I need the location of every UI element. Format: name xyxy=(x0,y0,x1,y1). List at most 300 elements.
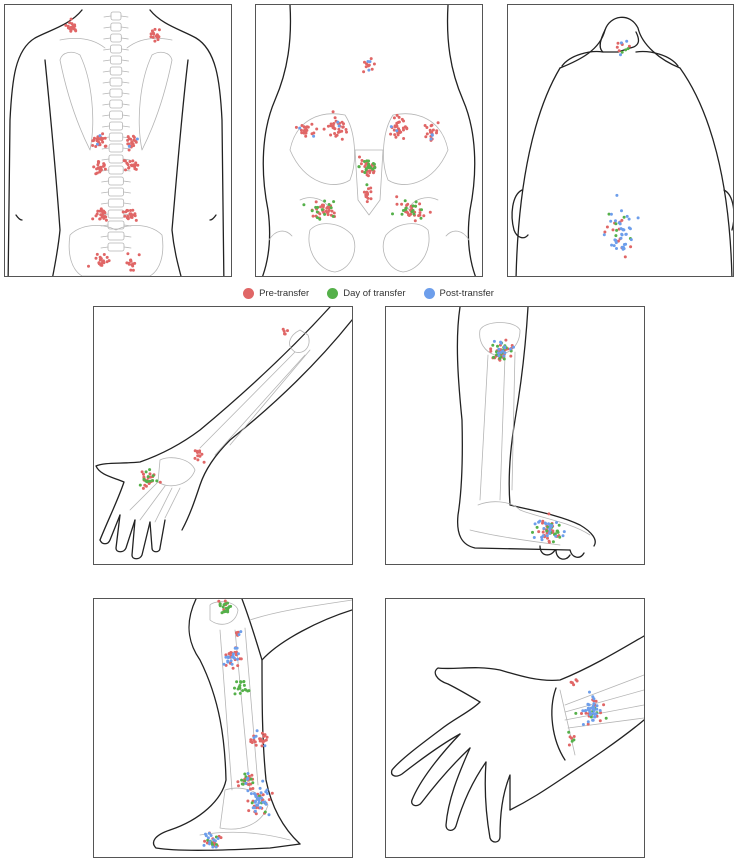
point-post-transfer xyxy=(217,837,220,840)
point-post-transfer xyxy=(493,340,496,343)
point-post-transfer xyxy=(208,840,211,843)
point-post-transfer xyxy=(562,534,565,537)
point-day-of-transfer xyxy=(545,529,548,532)
point-pre-transfer xyxy=(96,253,99,256)
point-pre-transfer xyxy=(99,256,102,259)
point-day-of-transfer xyxy=(251,801,254,804)
panel-lower-back-points xyxy=(295,57,440,222)
point-post-transfer xyxy=(592,697,595,700)
point-day-of-transfer xyxy=(238,686,241,689)
point-pre-transfer xyxy=(67,25,70,28)
point-day-of-transfer xyxy=(316,211,319,214)
point-pre-transfer xyxy=(617,42,620,45)
point-pre-transfer xyxy=(96,163,99,166)
point-pre-transfer xyxy=(612,228,615,231)
point-post-transfer xyxy=(503,345,506,348)
point-day-of-transfer xyxy=(414,205,417,208)
point-pre-transfer xyxy=(432,129,435,132)
point-post-transfer xyxy=(589,713,592,716)
point-pre-transfer xyxy=(126,209,129,212)
point-post-transfer xyxy=(208,832,211,835)
point-day-of-transfer xyxy=(552,540,555,543)
point-day-of-transfer xyxy=(240,779,243,782)
point-pre-transfer xyxy=(366,200,369,203)
point-post-transfer xyxy=(252,806,255,809)
point-pre-transfer xyxy=(104,168,107,171)
panel-head-top-points xyxy=(603,40,640,259)
point-pre-transfer xyxy=(145,485,148,488)
point-post-transfer xyxy=(512,346,515,349)
point-pre-transfer xyxy=(341,126,344,129)
point-post-transfer xyxy=(637,216,640,219)
point-day-of-transfer xyxy=(155,479,158,482)
point-pre-transfer xyxy=(389,133,392,136)
point-post-transfer xyxy=(247,772,250,775)
point-pre-transfer xyxy=(101,132,104,135)
point-post-transfer xyxy=(500,342,503,345)
point-pre-transfer xyxy=(255,744,258,747)
point-pre-transfer xyxy=(123,215,126,218)
point-post-transfer xyxy=(614,219,617,222)
point-pre-transfer xyxy=(368,64,371,67)
point-day-of-transfer xyxy=(357,165,360,168)
wrist-hand-figure xyxy=(392,636,644,842)
point-post-transfer xyxy=(554,535,557,538)
point-pre-transfer xyxy=(373,63,376,66)
point-pre-transfer xyxy=(194,457,197,460)
point-post-transfer xyxy=(620,41,623,44)
point-pre-transfer xyxy=(327,125,330,128)
point-pre-transfer xyxy=(570,681,573,684)
point-post-transfer xyxy=(555,521,558,524)
point-pre-transfer xyxy=(333,212,336,215)
point-pre-transfer xyxy=(395,195,398,198)
point-pre-transfer xyxy=(141,470,144,473)
point-pre-transfer xyxy=(129,138,132,141)
point-pre-transfer xyxy=(100,264,103,267)
point-day-of-transfer xyxy=(151,479,154,482)
point-pre-transfer xyxy=(599,719,602,722)
point-pre-transfer xyxy=(337,128,340,131)
point-pre-transfer xyxy=(396,203,399,206)
point-pre-transfer xyxy=(98,262,101,265)
point-post-transfer xyxy=(390,125,393,128)
point-day-of-transfer xyxy=(405,207,408,210)
point-day-of-transfer xyxy=(558,524,561,527)
point-post-transfer xyxy=(593,709,596,712)
point-pre-transfer xyxy=(129,269,132,272)
point-pre-transfer xyxy=(606,226,609,229)
point-day-of-transfer xyxy=(332,200,335,203)
point-post-transfer xyxy=(620,237,623,240)
point-pre-transfer xyxy=(95,257,98,260)
point-post-transfer xyxy=(211,846,214,849)
point-pre-transfer xyxy=(92,165,95,168)
point-post-transfer xyxy=(253,792,256,795)
point-post-transfer xyxy=(548,527,551,530)
point-pre-transfer xyxy=(99,213,102,216)
point-post-transfer xyxy=(260,791,263,794)
point-pre-transfer xyxy=(70,22,73,25)
legend-item-pre-transfer xyxy=(243,288,309,299)
point-pre-transfer xyxy=(93,137,96,140)
point-pre-transfer xyxy=(284,333,287,336)
point-day-of-transfer xyxy=(367,160,370,163)
point-pre-transfer xyxy=(315,200,318,203)
point-day-of-transfer xyxy=(139,484,142,487)
point-post-transfer xyxy=(603,233,606,236)
point-post-transfer xyxy=(336,121,339,124)
point-pre-transfer xyxy=(251,741,254,744)
point-day-of-transfer xyxy=(224,602,227,605)
point-pre-transfer xyxy=(575,678,578,681)
point-day-of-transfer xyxy=(147,475,150,478)
point-pre-transfer xyxy=(426,132,429,135)
point-post-transfer xyxy=(613,238,616,241)
pelvis-figure xyxy=(262,5,476,278)
point-day-of-transfer xyxy=(420,217,423,220)
point-post-transfer xyxy=(610,213,613,216)
point-post-transfer xyxy=(581,709,584,712)
point-pre-transfer xyxy=(91,144,94,147)
point-pre-transfer xyxy=(304,135,307,138)
point-day-of-transfer xyxy=(391,212,394,215)
point-pre-transfer xyxy=(132,135,135,138)
point-pre-transfer xyxy=(200,453,203,456)
point-pre-transfer xyxy=(435,131,438,134)
point-day-of-transfer xyxy=(323,213,326,216)
point-post-transfer xyxy=(232,655,235,658)
point-day-of-transfer xyxy=(365,168,368,171)
point-day-of-transfer xyxy=(235,680,238,683)
point-day-of-transfer xyxy=(404,199,407,202)
point-pre-transfer xyxy=(402,120,405,123)
point-pre-transfer xyxy=(126,139,129,142)
point-day-of-transfer xyxy=(241,689,244,692)
point-post-transfer xyxy=(261,780,264,783)
point-pre-transfer xyxy=(249,788,252,791)
point-post-transfer xyxy=(497,351,500,354)
point-post-transfer xyxy=(542,534,545,537)
point-post-transfer xyxy=(298,127,301,130)
point-pre-transfer xyxy=(323,128,326,131)
point-post-transfer xyxy=(534,522,537,525)
point-pre-transfer xyxy=(366,193,369,196)
point-pre-transfer xyxy=(341,138,344,141)
point-post-transfer xyxy=(246,777,249,780)
point-pre-transfer xyxy=(369,190,372,193)
point-pre-transfer xyxy=(198,449,201,452)
point-pre-transfer xyxy=(393,133,396,136)
point-pre-transfer xyxy=(616,46,619,49)
point-post-transfer xyxy=(128,145,131,148)
point-day-of-transfer xyxy=(316,216,319,219)
point-post-transfer xyxy=(613,244,616,247)
point-pre-transfer xyxy=(537,530,540,533)
point-pre-transfer xyxy=(322,204,325,207)
point-post-transfer xyxy=(227,656,230,659)
point-day-of-transfer xyxy=(574,712,577,715)
point-pre-transfer xyxy=(91,217,94,220)
point-post-transfer xyxy=(237,652,240,655)
point-pre-transfer xyxy=(142,487,145,490)
point-post-transfer xyxy=(266,789,269,792)
point-pre-transfer xyxy=(336,134,339,137)
point-pre-transfer xyxy=(126,215,129,218)
point-post-transfer xyxy=(239,630,242,633)
point-post-transfer xyxy=(588,691,591,694)
point-pre-transfer xyxy=(371,68,374,71)
point-post-transfer xyxy=(502,355,505,358)
point-pre-transfer xyxy=(365,65,368,68)
point-pre-transfer xyxy=(261,739,264,742)
point-day-of-transfer xyxy=(144,480,147,483)
point-pre-transfer xyxy=(126,252,129,255)
point-pre-transfer xyxy=(602,703,605,706)
point-pre-transfer xyxy=(417,214,420,217)
point-pre-transfer xyxy=(154,28,157,31)
point-pre-transfer xyxy=(196,450,199,453)
point-pre-transfer xyxy=(542,531,545,534)
point-pre-transfer xyxy=(127,163,130,166)
point-pre-transfer xyxy=(333,132,336,135)
point-post-transfer xyxy=(497,348,500,351)
point-pre-transfer xyxy=(368,171,371,174)
point-pre-transfer xyxy=(94,172,97,175)
point-day-of-transfer xyxy=(244,689,247,692)
point-post-transfer xyxy=(586,703,589,706)
point-pre-transfer xyxy=(407,213,410,216)
point-pre-transfer xyxy=(131,209,134,212)
point-pre-transfer xyxy=(122,211,125,214)
point-pre-transfer xyxy=(133,165,136,168)
point-post-transfer xyxy=(542,527,545,530)
point-pre-transfer xyxy=(366,173,369,176)
legend xyxy=(0,282,737,304)
point-pre-transfer xyxy=(301,124,304,127)
point-post-transfer xyxy=(203,844,206,847)
leg-side-figure xyxy=(154,599,352,850)
point-day-of-transfer xyxy=(571,740,574,743)
upper-back-figure xyxy=(8,10,224,290)
point-pre-transfer xyxy=(629,245,632,248)
point-day-of-transfer xyxy=(239,692,242,695)
point-pre-transfer xyxy=(158,28,161,31)
point-day-of-transfer xyxy=(373,163,376,166)
point-post-transfer xyxy=(236,647,239,650)
point-post-transfer xyxy=(264,801,267,804)
point-pre-transfer xyxy=(573,735,576,738)
point-pre-transfer xyxy=(268,798,271,801)
point-post-transfer xyxy=(620,209,623,212)
point-day-of-transfer xyxy=(496,345,499,348)
point-day-of-transfer xyxy=(314,206,317,209)
point-post-transfer xyxy=(96,143,99,146)
point-pre-transfer xyxy=(393,116,396,119)
point-pre-transfer xyxy=(236,664,239,667)
point-day-of-transfer xyxy=(311,209,314,212)
point-day-of-transfer xyxy=(219,604,222,607)
point-pre-transfer xyxy=(345,131,348,134)
point-post-transfer xyxy=(620,233,623,236)
point-day-of-transfer xyxy=(330,206,333,209)
point-day-of-transfer xyxy=(250,778,253,781)
legend-label-post-transfer: Post-transfer xyxy=(439,287,494,299)
point-pre-transfer xyxy=(217,600,220,603)
point-post-transfer xyxy=(588,710,591,713)
legend-swatch-post-transfer xyxy=(424,288,435,299)
point-pre-transfer xyxy=(157,38,160,41)
point-post-transfer xyxy=(263,744,266,747)
point-post-transfer xyxy=(230,659,233,662)
point-pre-transfer xyxy=(312,215,315,218)
point-post-transfer xyxy=(628,218,631,221)
point-post-transfer xyxy=(626,215,629,218)
point-day-of-transfer xyxy=(239,680,242,683)
point-day-of-transfer xyxy=(615,229,618,232)
point-post-transfer xyxy=(599,709,602,712)
point-day-of-transfer xyxy=(148,468,151,471)
point-pre-transfer xyxy=(419,211,422,214)
point-pre-transfer xyxy=(358,156,361,159)
point-pre-transfer xyxy=(232,667,235,670)
point-day-of-transfer xyxy=(242,680,245,683)
point-pre-transfer xyxy=(106,256,109,259)
point-post-transfer xyxy=(582,723,585,726)
point-pre-transfer xyxy=(396,114,399,117)
point-post-transfer xyxy=(619,53,622,56)
point-pre-transfer xyxy=(103,253,106,256)
point-day-of-transfer xyxy=(148,480,151,483)
point-day-of-transfer xyxy=(248,689,251,692)
point-pre-transfer xyxy=(369,187,372,190)
point-post-transfer xyxy=(587,707,590,710)
point-pre-transfer xyxy=(580,712,583,715)
point-post-transfer xyxy=(312,135,315,138)
point-post-transfer xyxy=(223,663,226,666)
point-post-transfer xyxy=(609,220,612,223)
point-pre-transfer xyxy=(624,255,627,258)
point-pre-transfer xyxy=(96,139,99,142)
point-day-of-transfer xyxy=(420,208,423,211)
point-post-transfer xyxy=(584,709,587,712)
point-pre-transfer xyxy=(99,166,102,169)
point-pre-transfer xyxy=(129,214,132,217)
point-post-transfer xyxy=(244,782,247,785)
point-pre-transfer xyxy=(151,31,154,34)
point-day-of-transfer xyxy=(243,779,246,782)
point-post-transfer xyxy=(548,532,551,535)
point-pre-transfer xyxy=(102,162,105,165)
point-pre-transfer xyxy=(97,166,100,169)
point-pre-transfer xyxy=(360,162,363,165)
point-pre-transfer xyxy=(104,215,107,218)
point-pre-transfer xyxy=(341,121,344,124)
point-day-of-transfer xyxy=(222,606,225,609)
point-post-transfer xyxy=(238,633,241,636)
legend-item-day-of-transfer xyxy=(327,288,405,299)
point-day-of-transfer xyxy=(614,222,617,225)
point-pre-transfer xyxy=(429,211,432,214)
point-pre-transfer xyxy=(247,809,250,812)
point-pre-transfer xyxy=(105,219,108,222)
point-post-transfer xyxy=(226,660,229,663)
point-pre-transfer xyxy=(509,355,512,358)
point-post-transfer xyxy=(541,538,544,541)
head-figure xyxy=(512,17,734,280)
point-post-transfer xyxy=(619,222,622,225)
point-post-transfer xyxy=(231,663,234,666)
point-pre-transfer xyxy=(400,203,403,206)
point-day-of-transfer xyxy=(367,163,370,166)
point-post-transfer xyxy=(395,129,398,132)
point-pre-transfer xyxy=(74,28,77,31)
point-post-transfer xyxy=(625,40,628,43)
point-pre-transfer xyxy=(156,34,159,37)
point-pre-transfer xyxy=(405,204,408,207)
point-pre-transfer xyxy=(603,231,606,234)
point-post-transfer xyxy=(610,244,613,247)
point-pre-transfer xyxy=(262,735,265,738)
point-pre-transfer xyxy=(131,159,134,162)
point-post-transfer xyxy=(509,348,512,351)
point-pre-transfer xyxy=(325,210,328,213)
point-pre-transfer xyxy=(128,263,131,266)
point-pre-transfer xyxy=(414,219,417,222)
point-pre-transfer xyxy=(220,836,223,839)
point-day-of-transfer xyxy=(623,216,626,219)
point-day-of-transfer xyxy=(152,474,155,477)
point-post-transfer xyxy=(623,247,626,250)
point-day-of-transfer xyxy=(556,530,559,533)
point-pre-transfer xyxy=(271,792,274,795)
point-post-transfer xyxy=(430,138,433,141)
point-pre-transfer xyxy=(70,18,73,21)
point-pre-transfer xyxy=(236,780,239,783)
point-pre-transfer xyxy=(246,800,249,803)
point-day-of-transfer xyxy=(365,183,368,186)
point-pre-transfer xyxy=(101,137,104,140)
point-pre-transfer xyxy=(133,262,136,265)
point-pre-transfer xyxy=(124,168,127,171)
point-pre-transfer xyxy=(402,137,405,140)
point-day-of-transfer xyxy=(226,610,229,613)
point-post-transfer xyxy=(625,233,628,236)
point-pre-transfer xyxy=(73,23,76,26)
point-post-transfer xyxy=(592,706,595,709)
point-post-transfer xyxy=(500,351,503,354)
point-post-transfer xyxy=(537,521,540,524)
point-pre-transfer xyxy=(261,732,264,735)
point-pre-transfer xyxy=(370,197,373,200)
point-pre-transfer xyxy=(332,110,335,113)
legend-item-post-transfer xyxy=(424,288,494,299)
point-pre-transfer xyxy=(424,135,427,138)
point-pre-transfer xyxy=(394,124,397,127)
point-post-transfer xyxy=(546,534,549,537)
point-post-transfer xyxy=(266,792,269,795)
point-pre-transfer xyxy=(319,205,322,208)
point-pre-transfer xyxy=(394,136,397,139)
point-pre-transfer xyxy=(310,123,313,126)
point-day-of-transfer xyxy=(234,692,237,695)
point-post-transfer xyxy=(268,813,271,816)
point-post-transfer xyxy=(259,806,262,809)
point-pre-transfer xyxy=(364,163,367,166)
point-pre-transfer xyxy=(130,260,133,263)
point-post-transfer xyxy=(497,354,500,357)
point-pre-transfer xyxy=(261,744,264,747)
